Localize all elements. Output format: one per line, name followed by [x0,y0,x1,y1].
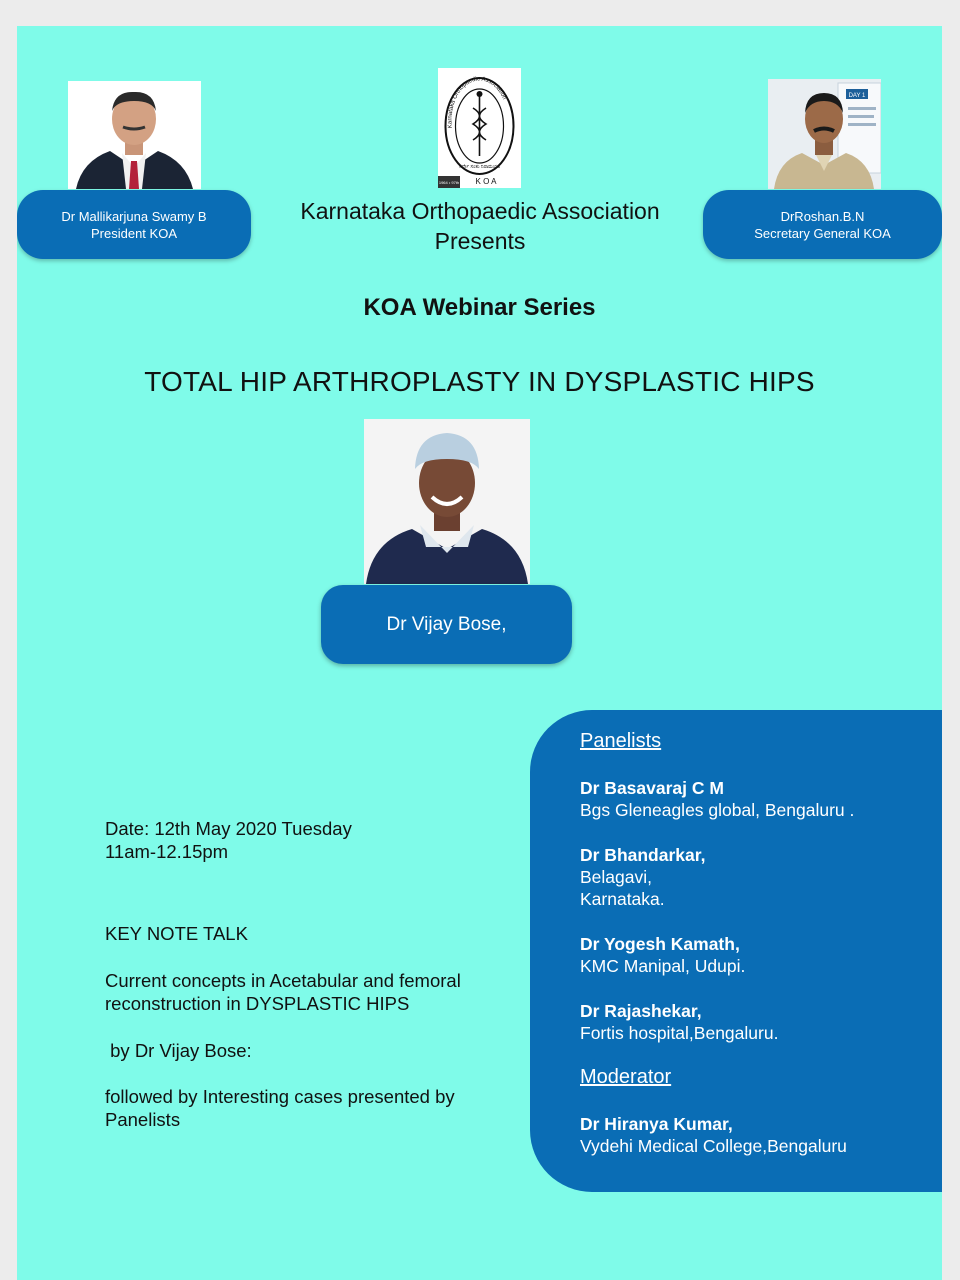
event-time: 11am-12.15pm [105,841,229,862]
logo-letters: K O A [475,177,497,186]
panelist-item [580,844,705,910]
keynote-topic-line2: reconstruction in DYSPLASTIC HIPS [105,993,410,1014]
panelist-affiliation: Belagavi, [580,867,652,887]
panelist-affiliation: Fortis hospital,Bengaluru. [580,1023,779,1043]
panelist-item [580,933,745,977]
president-name: Dr Mallikarjuna Swamy B [61,208,207,224]
series-title: KOA Webinar Series [363,294,596,321]
panelist-name: Dr Basavaraj C M [580,778,724,798]
talk-title: TOTAL HIP ARTHROPLASTY IN DYSPLASTIC HIPS [144,366,815,397]
logo-motto: ಸರ್ವೇ ಸಂತು ನಿರಾಮಯಾ [458,164,501,170]
panelist-name: Dr Rajashekar, [580,1001,702,1021]
speaker-badge [321,585,572,664]
secretary-photo [768,79,881,189]
secretary-role: Secretary General KOA [754,225,891,241]
keynote-label: KEY NOTE TALK [105,923,248,944]
event-date: Date: 12th May 2020 Tuesday [105,818,352,839]
logo-tag: 1964 • 97th [438,180,460,185]
president-role: President KOA [91,225,177,241]
followup-line2: Panelists [105,1109,181,1130]
moderator-item [580,1113,847,1157]
moderator-name: Dr Hiranya Kumar, [580,1114,733,1134]
koa-logo [438,68,521,188]
panelists-panel [530,710,942,1192]
keynote-speaker: by Dr Vijay Bose: [105,1040,252,1061]
president-badge [17,190,251,259]
organization-heading [267,196,693,256]
panelist-name: Dr Yogesh Kamath, [580,934,740,954]
panelist-name: Dr Bhandarkar, [580,845,706,865]
logo-arc-text: Karnataka Orthopaedic Association [447,76,508,129]
panelists-heading: Panelists [580,730,662,752]
followup-line1: followed by Interesting cases presented by [105,1086,455,1107]
keynote-topic [105,969,461,1015]
webinar-poster [17,26,942,1280]
followup-text [105,1085,455,1131]
panelist-item [580,1000,778,1044]
secretary-name: DrRoshan.B.N [780,208,865,224]
organization-name: Karnataka Orthopaedic Association [300,198,660,224]
panelist-item [580,777,854,821]
keynote-topic-line1: Current concepts in Acetabular and femoral [105,970,461,991]
speaker-photo [364,419,530,584]
president-photo [68,81,201,189]
event-date-block [105,817,352,863]
organization-presents: Presents [434,228,526,254]
panelist-affiliation: Karnataka. [580,889,665,909]
moderator-affiliation: Vydehi Medical College,Bengaluru [580,1136,847,1156]
secretary-board-text: DAY 1 [848,93,866,99]
panelist-affiliation: Bgs Gleneagles global, Bengaluru . [580,800,855,820]
panelist-affiliation: KMC Manipal, Udupi. [580,956,746,976]
speaker-name: Dr Vijay Bose, [386,613,507,635]
moderator-heading: Moderator [580,1066,672,1088]
secretary-badge [703,190,942,259]
